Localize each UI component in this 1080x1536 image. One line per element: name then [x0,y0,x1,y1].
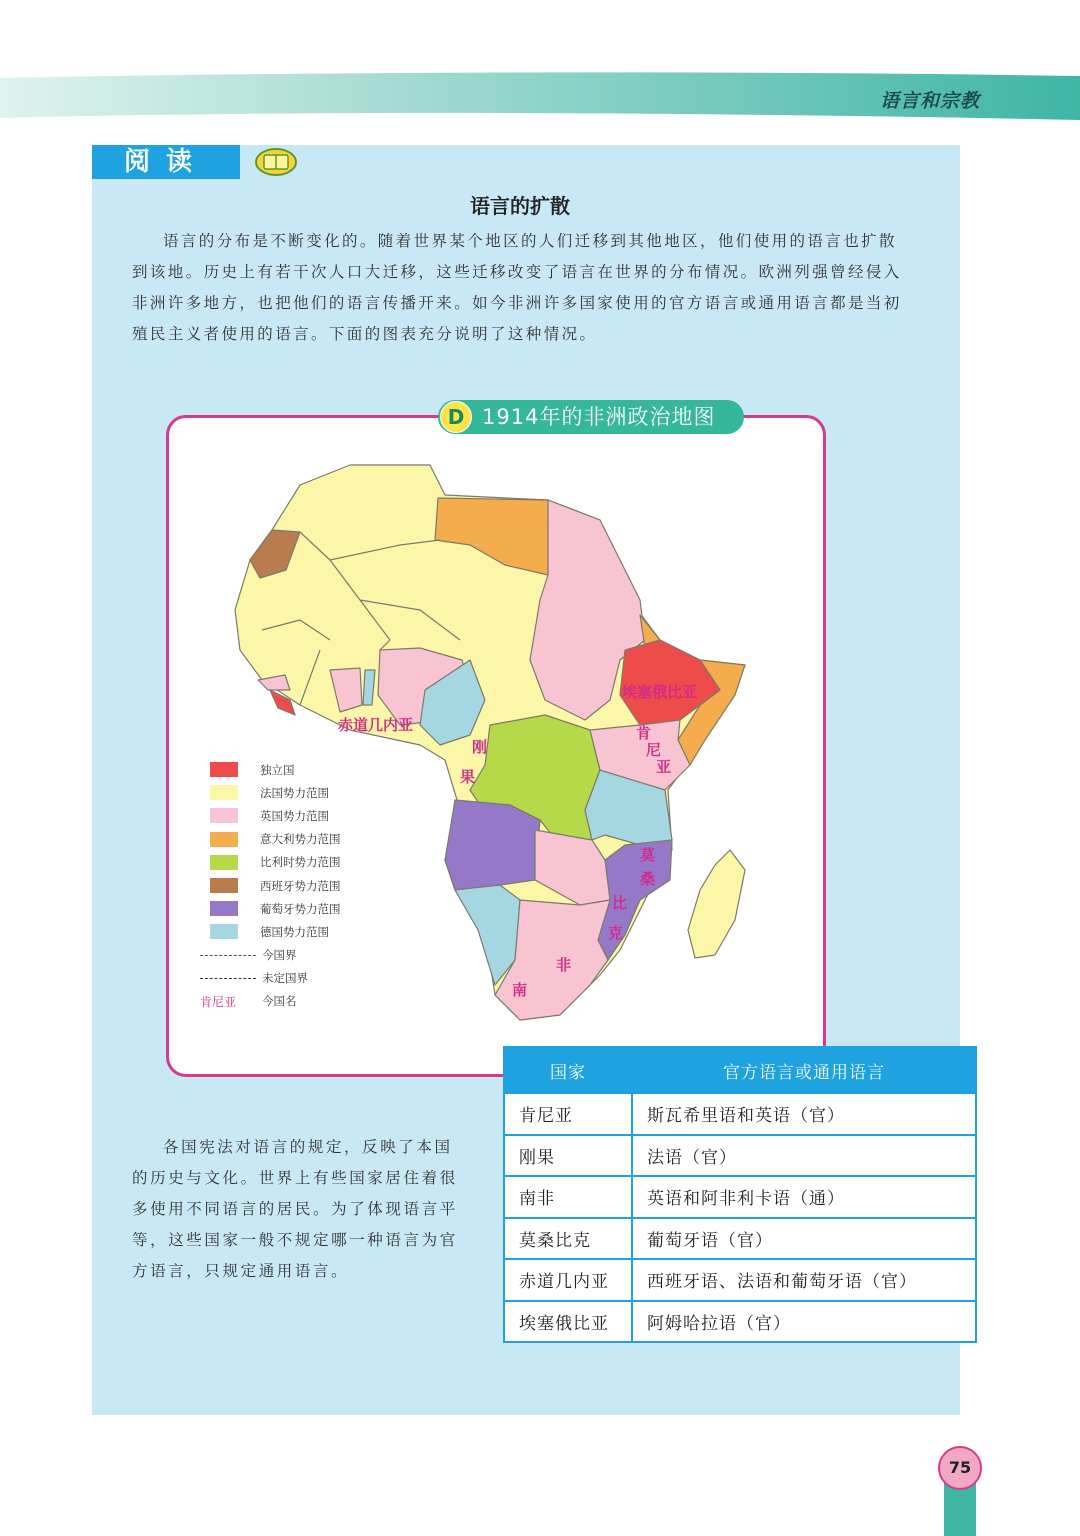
legend-swatch-spanish [210,878,238,893]
map-badge: D [440,401,472,433]
label-sa-2: 非 [556,956,572,974]
side-note: 各国宪法对语言的规定，反映了本国的历史与文化。世界上有些国家居住着很多使用不同语言的居民。为了体现语言平等，这些国家一般不规定哪一种语言为官方语言，只规定通用语言。 [132,1138,458,1280]
table-row [504,1176,976,1218]
table-row [504,1093,976,1135]
legend-label: 英国势力范围 [260,808,329,823]
legend-sample-name: 肯尼亚 [200,994,237,1009]
legend-item [200,920,341,943]
legend-swatch-belgian [210,855,238,870]
table-row [504,1259,976,1301]
legend-label: 独立国 [260,762,295,777]
table-cell: 英语和阿非利卡语（通） [632,1176,976,1218]
label-congo-1: 刚 [472,738,488,756]
legend-item [200,944,341,967]
table-header: 官方语言或通用语言 [632,1047,976,1093]
legend-label: 西班牙势力范围 [260,878,341,893]
label-congo-2: 果 [460,768,476,786]
legend-swatch-independent [210,762,238,777]
table-cell: 肯尼亚 [504,1093,632,1135]
legend-swatch-french [210,785,238,800]
legend-swatch-italian [210,832,238,847]
article-title: 语言的扩散 [470,194,570,218]
legend-item [200,851,341,874]
legend-label: 未定国界 [262,971,308,986]
label-eq-guinea: 赤道几内亚 [338,716,414,734]
map-title-bar [438,400,744,434]
table-cell: 莫桑比克 [504,1218,632,1260]
map-legend [200,758,341,1013]
intro-paragraph: 语言的分布是不断变化的。随着世界某个地区的人们迁移到其他地区，他们使用的语言也扩散到该地。历史上有若干次人口大迁移，这些迁移改变了语言在世界的分布情况。欧洲列强曾经侵入非洲许多地方，也把他们的语言传播开来。如今非洲许多国家使用的官方语言或通用语言都是当初殖民主义者使用的语言。下面的图表充分说明了这种情况。 [132,232,902,343]
legend-item [200,897,341,920]
region-angola [445,800,540,890]
page-number: 75 [938,1446,982,1490]
legend-label: 意大利势力范围 [260,832,341,847]
legend-swatch-portuguese [210,901,238,916]
legend-item [200,758,341,781]
language-table [503,1046,977,1343]
current-border-line [200,955,256,956]
label-kenya-1: 肯 [636,724,652,742]
table-cell: 葡萄牙语（官） [632,1218,976,1260]
label-kenya-2: 尼 [646,741,662,759]
label-moz-4: 克 [608,924,624,942]
label-moz-1: 莫 [640,846,656,864]
legend-item [200,828,341,851]
legend-item [200,781,341,804]
legend-item [200,967,341,990]
legend-item [200,804,341,827]
table-header: 国家 [504,1047,632,1093]
table-cell: 埃塞俄比亚 [504,1301,632,1343]
legend-swatch-german [210,924,238,939]
undefined-border-line [200,978,256,979]
table-cell: 阿姆哈拉语（官） [632,1301,976,1343]
table-cell: 南非 [504,1176,632,1218]
label-moz-3: 比 [612,894,628,912]
legend-label: 今国名 [262,994,297,1009]
table-row [504,1301,976,1343]
legend-item [200,990,341,1013]
table-cell: 刚果 [504,1135,632,1177]
table-row [504,1135,976,1177]
book-icon [254,147,298,177]
region-madagascar [688,850,745,958]
legend-label: 法国势力范围 [260,785,329,800]
table-cell: 斯瓦希里语和英语（官） [632,1093,976,1135]
map-title: 1914年的非洲政治地图 [482,405,716,429]
label-moz-2: 桑 [640,870,656,888]
legend-label: 比利时势力范围 [260,855,341,870]
reading-tab: 阅读 [92,145,240,179]
table-row [504,1218,976,1260]
chapter-title: 语言和宗教 [879,90,980,112]
table-cell: 法语（官） [632,1135,976,1177]
legend-label: 葡萄牙势力范围 [260,901,341,916]
table-cell: 赤道几内亚 [504,1259,632,1301]
label-kenya-3: 亚 [656,758,672,776]
legend-item [200,874,341,897]
label-ethiopia: 埃塞俄比亚 [622,683,698,701]
legend-label: 今国界 [262,948,297,963]
label-sa-1: 南 [512,981,528,999]
table-header-row [504,1047,976,1093]
legend-label: 德国势力范围 [260,924,329,939]
table-cell: 西班牙语、法语和葡萄牙语（官） [632,1259,976,1301]
legend-swatch-british [210,808,238,823]
